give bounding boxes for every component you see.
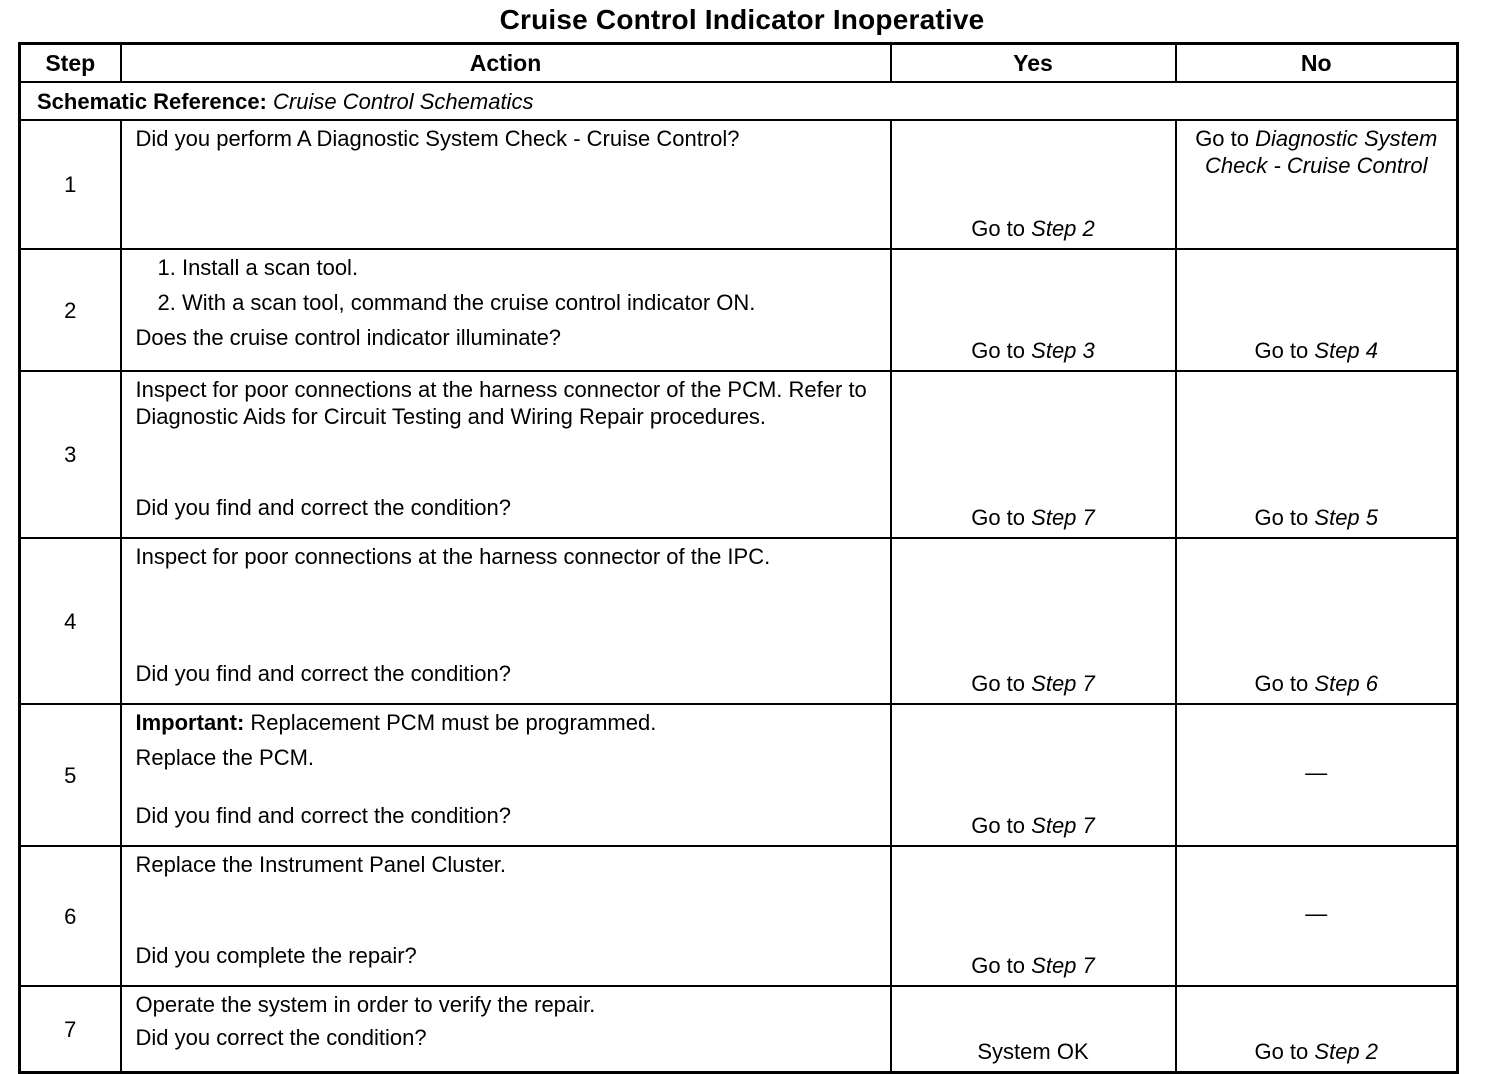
yes-cell bbox=[891, 704, 1176, 846]
table-row bbox=[20, 704, 1458, 846]
yes-step-link: Step 7 bbox=[1031, 813, 1095, 838]
yes-cell bbox=[891, 538, 1176, 704]
yes-prefix: Go to bbox=[971, 813, 1026, 838]
no-cell bbox=[1176, 371, 1458, 538]
yes-prefix: Go to bbox=[971, 505, 1026, 530]
step-number: 3 bbox=[20, 371, 121, 538]
no-cell bbox=[1176, 986, 1458, 1073]
table-row bbox=[20, 120, 1458, 249]
step-number: 1 bbox=[20, 120, 121, 249]
table-row bbox=[20, 371, 1458, 538]
no-step-link: Step 2 bbox=[1314, 1039, 1379, 1064]
list-item: 1. Install a scan tool. bbox=[157, 255, 359, 280]
action-text: Inspect for poor connections at the harness connector of the PCM. Refer to Diagnostic Aids for Circuit Testing and Wiring Repair procedures. bbox=[135, 377, 867, 429]
step-number: 2 bbox=[20, 249, 121, 371]
no-step-link: Diagnostic System Check - Cruise Control bbox=[1204, 126, 1438, 178]
action-cell bbox=[121, 249, 891, 371]
action-question: Did you find and correct the condition? bbox=[135, 495, 511, 520]
action-text: Did you perform A Diagnostic System Check - Cruise Control? bbox=[135, 126, 740, 151]
action-steps-list bbox=[136, 254, 878, 316]
no-prefix: Go to bbox=[1254, 1039, 1309, 1064]
yes-cell bbox=[891, 120, 1176, 249]
header-step: Step bbox=[20, 44, 121, 83]
step-number: 7 bbox=[20, 986, 121, 1073]
table-row bbox=[20, 538, 1458, 704]
yes-step-link: Step 7 bbox=[1031, 671, 1095, 696]
no-cell bbox=[1176, 846, 1458, 986]
yes-step-link: Step 7 bbox=[1031, 505, 1095, 530]
yes-cell bbox=[891, 846, 1176, 986]
header-yes: Yes bbox=[891, 44, 1176, 83]
important-label: Important: bbox=[135, 710, 245, 735]
no-prefix: Go to bbox=[1254, 671, 1309, 696]
action-cell bbox=[121, 371, 891, 538]
yes-cell bbox=[891, 986, 1176, 1073]
yes-prefix: Go to bbox=[971, 953, 1026, 978]
header-action: Action bbox=[121, 44, 891, 83]
action-question: Did you find and correct the condition? bbox=[135, 803, 511, 828]
action-cell bbox=[121, 986, 891, 1073]
yes-cell bbox=[891, 249, 1176, 371]
action-cell bbox=[121, 120, 891, 249]
no-dash: — bbox=[1305, 900, 1328, 926]
schematic-reference bbox=[20, 82, 1458, 120]
header-no: No bbox=[1176, 44, 1458, 83]
yes-prefix: Go to bbox=[971, 671, 1026, 696]
yes-cell bbox=[891, 371, 1176, 538]
no-dash: — bbox=[1305, 759, 1328, 785]
no-cell bbox=[1176, 249, 1458, 371]
schematic-label: Schematic Reference: bbox=[37, 88, 267, 114]
no-cell bbox=[1176, 538, 1458, 704]
yes-step-link: Step 2 bbox=[1031, 216, 1095, 241]
step-number: 6 bbox=[20, 846, 121, 986]
yes-step-link: Step 7 bbox=[1031, 953, 1095, 978]
yes-prefix: Go to bbox=[971, 216, 1026, 241]
no-prefix: Go to bbox=[1254, 338, 1309, 363]
schematic-value: Cruise Control Schematics bbox=[273, 88, 534, 114]
table-row bbox=[20, 249, 1458, 371]
no-step-link: Step 4 bbox=[1314, 338, 1379, 363]
table-header-row bbox=[20, 44, 1458, 83]
important-note bbox=[136, 709, 878, 736]
table-row bbox=[20, 846, 1458, 986]
action-cell bbox=[121, 704, 891, 846]
important-text: Replacement PCM must be programmed. bbox=[250, 710, 657, 735]
step-number: 4 bbox=[20, 538, 121, 704]
table-row bbox=[20, 986, 1458, 1073]
yes-result: System OK bbox=[977, 1039, 1089, 1064]
yes-step-link: Step 3 bbox=[1031, 338, 1095, 363]
no-prefix: Go to bbox=[1254, 505, 1309, 530]
action-cell bbox=[121, 538, 891, 704]
step-number: 5 bbox=[20, 704, 121, 846]
no-cell bbox=[1176, 704, 1458, 846]
action-cell bbox=[121, 846, 891, 986]
yes-prefix: Go to bbox=[971, 338, 1026, 363]
action-question: Did you find and correct the condition? bbox=[135, 661, 511, 686]
action-text: Inspect for poor connections at the harness connector of the IPC. bbox=[135, 544, 771, 569]
diagnostic-table bbox=[18, 42, 1459, 1074]
action-text: Replace the Instrument Panel Cluster. bbox=[135, 852, 507, 877]
no-step-link: Step 5 bbox=[1314, 505, 1379, 530]
action-text: Replace the PCM. bbox=[135, 745, 315, 770]
action-question: Does the cruise control indicator illuminate? bbox=[135, 325, 562, 350]
list-item: 2. With a scan tool, command the cruise control indicator ON. bbox=[157, 290, 756, 315]
schematic-reference-row bbox=[20, 82, 1458, 120]
page-title: Cruise Control Indicator Inoperative bbox=[499, 4, 985, 35]
no-step-link: Step 6 bbox=[1314, 671, 1379, 696]
action-question: Did you complete the repair? bbox=[135, 943, 417, 968]
no-prefix: Go to bbox=[1195, 126, 1249, 151]
action-question: Did you correct the condition? bbox=[135, 1025, 427, 1050]
no-cell bbox=[1176, 120, 1458, 249]
action-text: Operate the system in order to verify the repair. bbox=[135, 992, 596, 1017]
